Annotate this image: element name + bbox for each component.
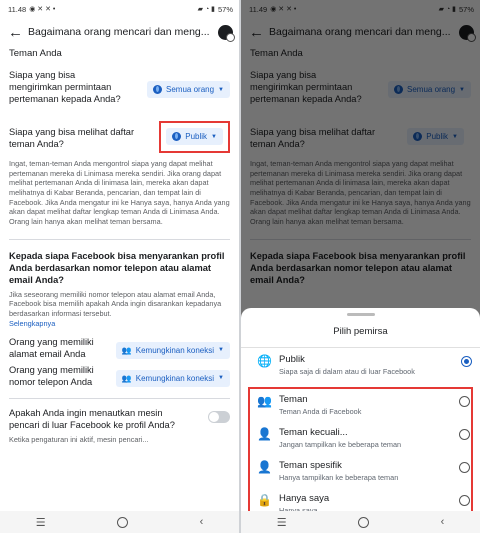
friend-list-dropdown[interactable] bbox=[166, 128, 223, 145]
people-icon: 👥 bbox=[121, 345, 132, 355]
highlight-box bbox=[248, 387, 473, 528]
option-sublabel: Siapa saja di dalam atau di luar Facebook bbox=[279, 367, 415, 376]
recents-icon[interactable]: ☰ bbox=[276, 516, 287, 529]
option-sublabel: Hanya tampilkan ke beberapa teman bbox=[279, 473, 399, 482]
option-friends[interactable] bbox=[250, 394, 471, 427]
email-question: Orang yang memiliki alamat email Anda bbox=[9, 336, 94, 359]
highlight-box bbox=[159, 121, 230, 153]
friend-request-value: Semua orang bbox=[166, 85, 215, 94]
option-public[interactable] bbox=[241, 354, 480, 387]
home-icon[interactable] bbox=[117, 517, 128, 528]
lock-icon: 🔒 bbox=[257, 493, 272, 507]
phone-question: Orang yang memiliki nomor telepon Anda bbox=[9, 364, 94, 387]
left-screen bbox=[0, 0, 239, 533]
friend-list-value: Publik bbox=[185, 132, 208, 142]
suggestions-helper: Jika seseorang memiliki nomor telepon atau alamat email Anda, Facebook bisa memilih apakah Anda ingin disarankan kepadanya berdasarkan informasi tersebut. bbox=[9, 289, 222, 319]
audience-bottom-sheet bbox=[241, 308, 480, 533]
radio-selected[interactable] bbox=[461, 356, 472, 367]
option-friends-except[interactable] bbox=[250, 427, 471, 460]
friend-request-question: Siapa yang bisa mengirimkan permintaan pertemanan kepada Anda? bbox=[9, 70, 121, 105]
signal-icons: ▰ ◔ ▮ bbox=[197, 5, 215, 13]
system-nav-bar bbox=[0, 511, 239, 533]
section-title-suggestions: Kepada siapa Facebook bisa menyarankan profil Anda berdasarkan nomor telepon atau alamat email Anda? bbox=[9, 250, 225, 285]
divider bbox=[9, 239, 230, 240]
sheet-title: Pilih pemirsa bbox=[333, 326, 388, 337]
radio[interactable] bbox=[459, 495, 470, 506]
option-label: Hanya saya bbox=[279, 493, 330, 504]
search-engine-toggle[interactable] bbox=[208, 411, 230, 423]
search-engine-question: Apakah Anda ingin menautkan mesin pencari di luar Facebook ke profil Anda? bbox=[9, 408, 175, 431]
caret-down-icon: ▼ bbox=[211, 133, 217, 140]
option-label: Teman bbox=[279, 394, 308, 405]
learn-more-link[interactable]: Selengkapnya bbox=[9, 318, 56, 328]
recents-icon[interactable]: ☰ bbox=[35, 516, 46, 529]
phone-dropdown[interactable] bbox=[116, 370, 230, 387]
option-sublabel: Jangan tampilkan ke beberapa teman bbox=[279, 440, 402, 449]
email-dropdown[interactable] bbox=[116, 342, 230, 359]
right-screen bbox=[241, 0, 480, 533]
option-specific-friends[interactable] bbox=[250, 460, 471, 493]
top-bar bbox=[0, 18, 239, 46]
back-nav-icon[interactable]: ‹ bbox=[440, 516, 445, 528]
option-label: Publik bbox=[279, 354, 305, 365]
globe-icon bbox=[153, 85, 162, 94]
people-icon: 👥 bbox=[121, 373, 132, 383]
sheet-drag-handle[interactable] bbox=[347, 313, 375, 316]
page-title: Bagaimana orang mencari dan meng... bbox=[28, 26, 210, 38]
divider bbox=[241, 347, 480, 348]
caret-down-icon: ▼ bbox=[218, 375, 224, 382]
battery-level: 57% bbox=[217, 4, 233, 14]
globe-icon bbox=[172, 132, 181, 141]
globe-icon: 🌐 bbox=[257, 354, 272, 368]
caret-down-icon: ▼ bbox=[218, 347, 224, 354]
back-nav-icon[interactable]: ‹ bbox=[199, 516, 204, 528]
status-time: 11.48 bbox=[8, 4, 27, 14]
email-value: Kemungkinan koneksi bbox=[135, 345, 215, 355]
notification-icons: ◉ ✕ ✕ • bbox=[29, 5, 56, 13]
divider bbox=[9, 398, 230, 399]
status-bar bbox=[0, 0, 239, 18]
option-sublabel: Teman Anda di Facebook bbox=[279, 407, 362, 416]
avatar[interactable] bbox=[218, 25, 233, 40]
radio[interactable] bbox=[459, 396, 470, 407]
friend-list-helper: Ingat, teman-teman Anda mengontrol siapa yang dapat melihat pertemanan mereka di Linimasa mereka sendiri. Jika orang dapat melihat pertemanan Anda di linimasa lain, mereka akan dapat melihatnya di Kabar Beranda, pencarian, dan tempat lain di Facebook. Jika Anda mengatur ini ke Hanya saya, hanya Anda yang akan dapat melihat daftar lengkap teman Anda di Linimasa Anda. Orang lain hanya akan melihat teman bersama. bbox=[9, 159, 230, 226]
option-label: Teman kecuali... bbox=[279, 427, 348, 438]
home-icon[interactable] bbox=[358, 517, 369, 528]
friend-request-dropdown[interactable] bbox=[147, 81, 230, 98]
system-nav-bar bbox=[241, 511, 480, 533]
option-label: Teman spesifik bbox=[279, 460, 342, 471]
radio[interactable] bbox=[459, 462, 470, 473]
radio[interactable] bbox=[459, 429, 470, 440]
friends-except-icon: 👤 bbox=[257, 427, 272, 441]
search-engine-helper: Ketika pengaturan ini aktif, mesin pencari... bbox=[9, 435, 149, 445]
back-arrow-icon[interactable]: ← bbox=[8, 23, 23, 41]
specific-friend-icon: 👤 bbox=[257, 460, 272, 474]
section-title-friends: Teman Anda bbox=[9, 48, 62, 59]
phone-value: Kemungkinan koneksi bbox=[135, 373, 215, 383]
caret-down-icon: ▼ bbox=[218, 86, 224, 93]
friends-icon: 👥 bbox=[257, 394, 272, 408]
friend-list-question: Siapa yang bisa melihat daftar teman Anda? bbox=[9, 127, 135, 150]
